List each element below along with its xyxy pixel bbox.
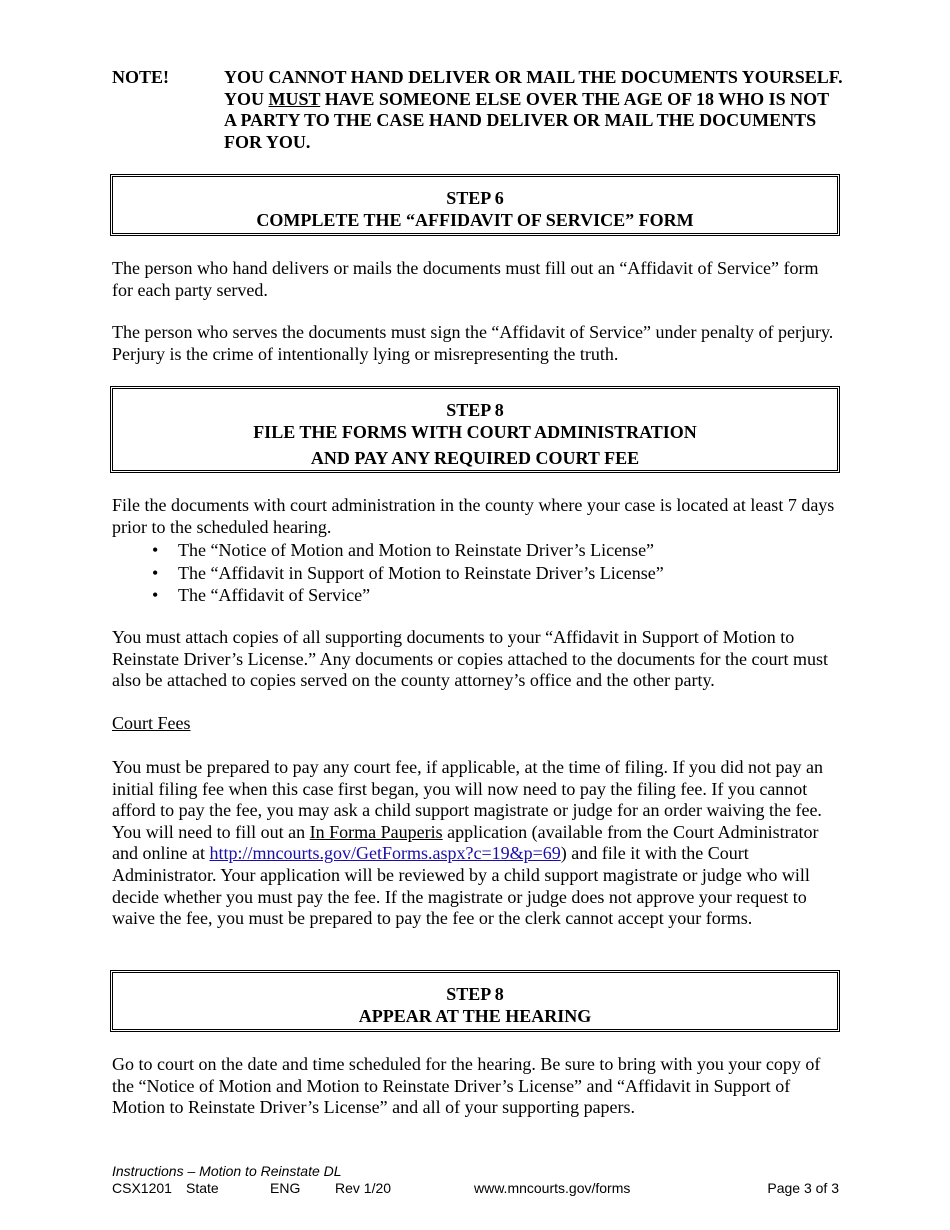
get-forms-link[interactable]: http://mncourts.gov/GetForms.aspx?c=19&p=69 xyxy=(209,843,561,864)
step-8-file-box xyxy=(110,386,840,473)
fees-text-3: ) and file it with the Court Administrator. Your application will be reviewed by a child support magistrate or judge who will decide whether you must pay the fee. If the magistrate or judge does not approve your request to waive the fee, you must be prepared to pay the fee or the clerk cannot accept your forms. xyxy=(112,843,810,929)
footer-language: ENG xyxy=(270,1180,301,1196)
step-8-appear-box xyxy=(110,970,840,1032)
step-6-para-1: The person who hand delivers or mails the documents must fill out an “Affidavit of Service” form for each party served. xyxy=(112,258,819,300)
bullet-icon: • xyxy=(152,540,159,560)
in-forma-pauperis-term: In Forma Pauperis xyxy=(309,821,443,842)
list-item-text: The “Affidavit in Support of Motion to Reinstate Driver’s License” xyxy=(178,562,664,583)
step-8-file-intro: File the documents with court administration in the county where your case is located at least 7 days prior to the scheduled hearing. xyxy=(112,495,835,537)
note-text-emphasis: MUST xyxy=(268,88,321,109)
fees-text-1: You must be prepared to pay any court fee, if applicable, at the time of filing. If you did not pay an initial filing fee when this case first began, you will now need to pay the filing fee. If you cannot afford to pay the fee, you may ask a child support magistrate or judge for an order waiving the fee. You will need to fill out an xyxy=(112,757,823,842)
step-8-appear-heading: STEP 8 xyxy=(446,984,504,1004)
list-item-text: The “Notice of Motion and Motion to Reinstate Driver’s License” xyxy=(178,540,655,560)
step-6-title: COMPLETE THE “AFFIDAVIT OF SERVICE” FORM xyxy=(256,210,694,230)
step-6-heading: STEP 6 xyxy=(446,188,504,208)
court-fees-para xyxy=(112,757,842,930)
note-text xyxy=(224,67,844,153)
note-text-after: HAVE SOMEONE ELSE OVER THE AGE OF 18 WHO IS NOT A PARTY TO THE CASE HAND DELIVER OR MAIL THE DOCUMENTS FOR YOU. xyxy=(224,88,829,152)
step-6-box xyxy=(110,174,840,236)
footer-row xyxy=(112,1180,839,1197)
step-8-appear-title: APPEAR AT THE HEARING xyxy=(358,1006,592,1026)
step-8-file-heading: STEP 8 xyxy=(446,400,504,420)
attach-para: You must attach copies of all supporting documents to your “Affidavit in Support of Motion to Reinstate Driver’s License.” Any documents or copies attached to the documents for the court must also be attached to copies served on the county attorney’s office and the other party. xyxy=(112,627,828,691)
list-item xyxy=(112,539,812,562)
page-footer xyxy=(112,1163,839,1197)
footer-form-code: CSX1201 xyxy=(112,1180,172,1196)
bullet-icon: • xyxy=(152,562,159,583)
step-8-file-title-1: FILE THE FORMS WITH COURT ADMINISTRATION xyxy=(253,422,697,442)
footer-revision: Rev 1/20 xyxy=(335,1180,392,1196)
list-item xyxy=(112,584,812,607)
list-item-text: The “Affidavit of Service” xyxy=(178,585,371,605)
step-8-appear-para: Go to court on the date and time scheduled for the hearing. Be sure to bring with you your copy of the “Notice of Motion and Motion to Reinstate Driver’s License” and “Affidavit in Support of Motion to Reinstate Driver’s License” and all of your supporting papers. xyxy=(112,1054,821,1118)
fees-text-2: application (available from the Court Administrator and online at xyxy=(112,821,819,864)
list-item xyxy=(112,562,812,585)
documents-list xyxy=(112,539,812,607)
bullet-icon: • xyxy=(152,585,159,605)
footer-title: Instructions – Motion to Reinstate DL xyxy=(112,1163,342,1179)
note-label: NOTE! xyxy=(112,67,170,87)
note-text-before: YOU CANNOT HAND DELIVER OR MAIL THE DOCUMENTS YOURSELF. YOU xyxy=(224,67,843,109)
footer-scope: State xyxy=(186,1180,219,1196)
footer-page-number: Page 3 of 3 xyxy=(767,1180,839,1196)
court-fees-heading xyxy=(112,713,842,735)
footer-url: www.mncourts.gov/forms xyxy=(474,1180,631,1196)
step-6-para-2: The person who serves the documents must sign the “Affidavit of Service” under penalty of perjury. Perjury is the crime of intentionally lying or misrepresenting the truth. xyxy=(112,322,834,364)
step-8-file-title-2: AND PAY ANY REQUIRED COURT FEE xyxy=(310,448,640,468)
court-fees-heading-text: Court Fees xyxy=(112,713,191,733)
